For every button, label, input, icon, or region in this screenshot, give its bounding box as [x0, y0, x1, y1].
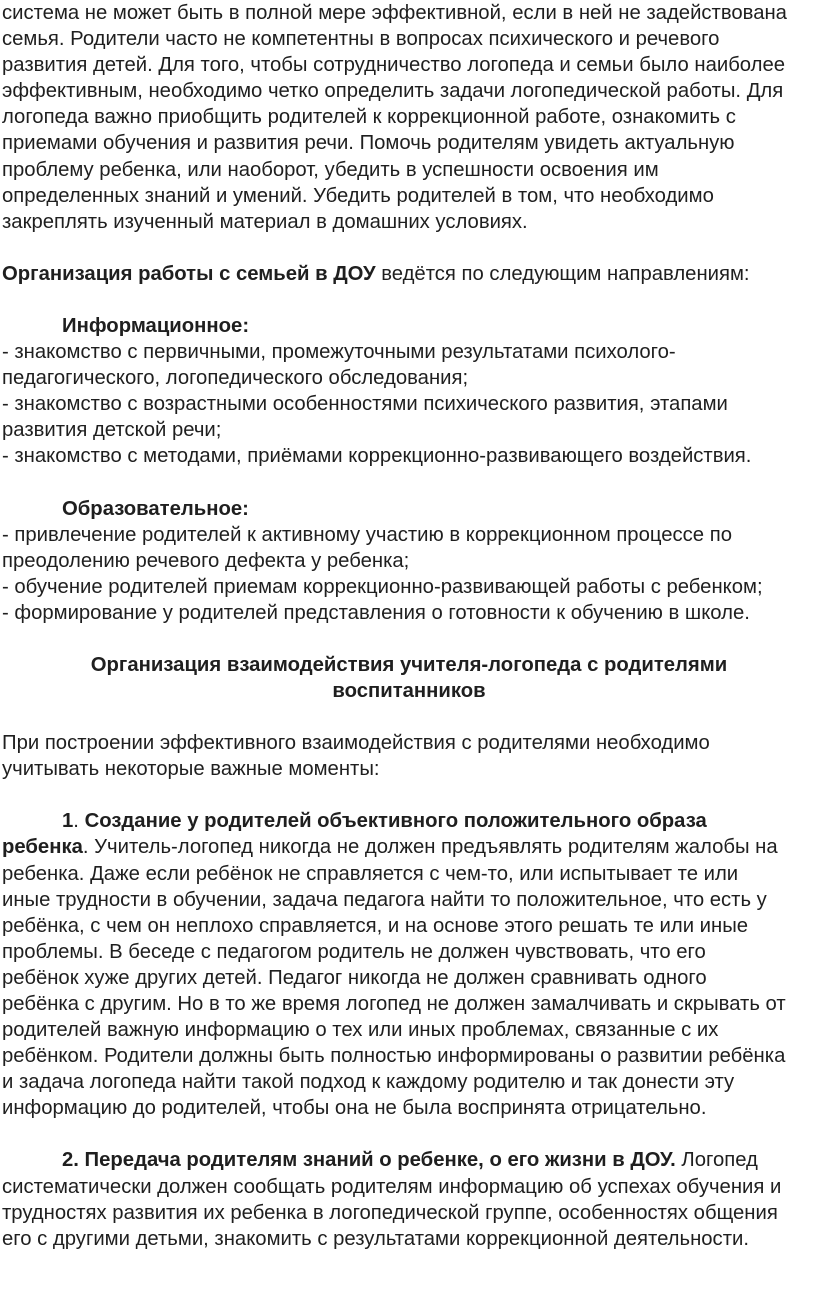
text-line: эффективным, необходимо четко определить задачи логопедической работы. Для	[2, 80, 784, 103]
educational-heading-text: Образовательное:	[62, 497, 249, 520]
point-1-title: Создание у родителей объективного положительного образа	[84, 810, 707, 833]
text-line	[2, 1147, 816, 1173]
text-line: система не может быть в полной мере эффективной, если в ней не задействована	[2, 2, 787, 24]
paragraph-gap	[2, 626, 816, 652]
text-line: систематически должен сообщать родителям информацию об успехах обучения и	[2, 1175, 782, 1198]
text-line	[2, 261, 816, 287]
paragraph-gap	[2, 1121, 816, 1147]
point-2-title: 2. Передача родителям знаний о ребенке, о его жизни в ДОУ.	[62, 1149, 676, 1172]
text-line: ребёнка, с чем он неплохо справляется, и на основе этого решать те или иные	[2, 914, 749, 937]
point-1-title-end: ребенка	[2, 836, 83, 859]
paragraph-gap	[2, 470, 816, 496]
text-line: закреплять изученный материал в домашних условиях.	[2, 210, 528, 233]
list-line: - обучение родителей приемам коррекционно-развивающей работы с ребенком;	[2, 575, 763, 598]
text-line: проблему ребенка, или наоборот, убедить в успешности освоения им	[2, 158, 659, 181]
organization-text: ведётся по следующим направлениям:	[375, 262, 750, 285]
list-line: преодолению речевого дефекта у ребенка;	[2, 549, 410, 572]
point-2-paragraph	[2, 1147, 816, 1251]
point-1-text: . Учитель-логопед никогда не должен предъявлять родителям жалобы на	[82, 836, 778, 859]
list-line: - привлечение родителей к активному участию в коррекционном процессе по	[2, 523, 732, 546]
text-line: логопеда важно приобщить родителей к коррекционной работе, ознакомить с	[2, 106, 736, 129]
informational-section	[2, 313, 816, 470]
text-line: развития детей. Для того, чтобы сотрудничество логопеда и семьи было наиболее	[2, 54, 786, 77]
paragraph-gap	[2, 782, 816, 808]
text-line: и задача логопеда найти такой подход к каждому родителю и так донести эту	[2, 1071, 735, 1094]
organization-bold-text: Организация работы с семьей в ДОУ	[2, 262, 376, 285]
text-line: учитывать некоторые важные моменты:	[2, 758, 380, 781]
text-line	[2, 808, 816, 834]
text-line: ребёнка с другим. Но в то же время логопед не должен замалчивать и скрывать от	[2, 993, 786, 1015]
list-line: - формирование у родителей представления о готовности к обучению в школе.	[2, 601, 750, 624]
list-line: - знакомство с первичными, промежуточными результатами психолого-	[2, 341, 676, 364]
point-1-number: 1	[62, 810, 74, 833]
text-line: ребенка. Даже если ребёнок не справляется с чем-то, или испытывает те или	[2, 862, 739, 885]
lead-paragraph	[2, 730, 816, 782]
point-2-text: Логопед	[675, 1149, 758, 1172]
list-line: - знакомство с методами, приёмами коррекционно-развивающего воздействия.	[2, 445, 752, 468]
intro-paragraph	[2, 0, 816, 235]
text-line: трудностях развития их ребенка в логопедической группе, особенностях общения	[2, 1201, 778, 1224]
text-line: проблемы. В беседе с педагогом родитель не должен чувствовать, что его	[2, 940, 706, 963]
text-line: определенных знаний и умений. Убедить родителей в том, что необходимо	[2, 184, 714, 207]
text-line: приемами обучения и развития речи. Помочь родителям увидеть актуальную	[2, 132, 735, 155]
paragraph-gap	[2, 235, 816, 261]
paragraph-gap	[2, 287, 816, 313]
list-line: развития детской речи;	[2, 419, 222, 442]
text-line: родителей важную информацию о тех или иных проблемах, связанные с их	[2, 1019, 719, 1042]
text-line: информацию до родителей, чтобы она не была воспринята отрицательно.	[2, 1097, 707, 1120]
text-line: ребёнком. Родители должны быть полностью информированы о развитии ребёнка	[2, 1045, 786, 1068]
educational-heading	[2, 496, 816, 522]
informational-heading	[2, 313, 816, 339]
educational-section	[2, 496, 816, 626]
text-line: иные трудности в обучении, задача педагога найти то положительное, что есть у	[2, 888, 767, 911]
text-line: ребёнок хуже других детей. Педагог никогда не должен сравнивать одного	[2, 966, 707, 989]
text-line: его с другими детьми, знакомить с результатами коррекционной деятельности.	[2, 1227, 749, 1250]
text-line	[2, 834, 816, 860]
organization-paragraph	[2, 261, 816, 287]
section-title	[2, 652, 816, 704]
informational-heading-text: Информационное:	[62, 314, 250, 337]
list-line: - знакомство с возрастными особенностями психического развития, этапами	[2, 393, 728, 416]
list-line: педагогического, логопедического обследования;	[2, 367, 469, 390]
section-title-line: воспитанников	[332, 680, 486, 703]
point-1-dot: .	[73, 810, 85, 833]
paragraph-gap	[2, 704, 816, 730]
text-line: семья. Родители часто не компетентны в вопросах психического и речевого	[2, 28, 720, 51]
point-1-paragraph	[2, 808, 816, 1121]
text-line: При построении эффективного взаимодействия с родителями необходимо	[2, 732, 710, 755]
section-title-line: Организация взаимодействия учителя-логопеда с родителями	[90, 653, 728, 676]
